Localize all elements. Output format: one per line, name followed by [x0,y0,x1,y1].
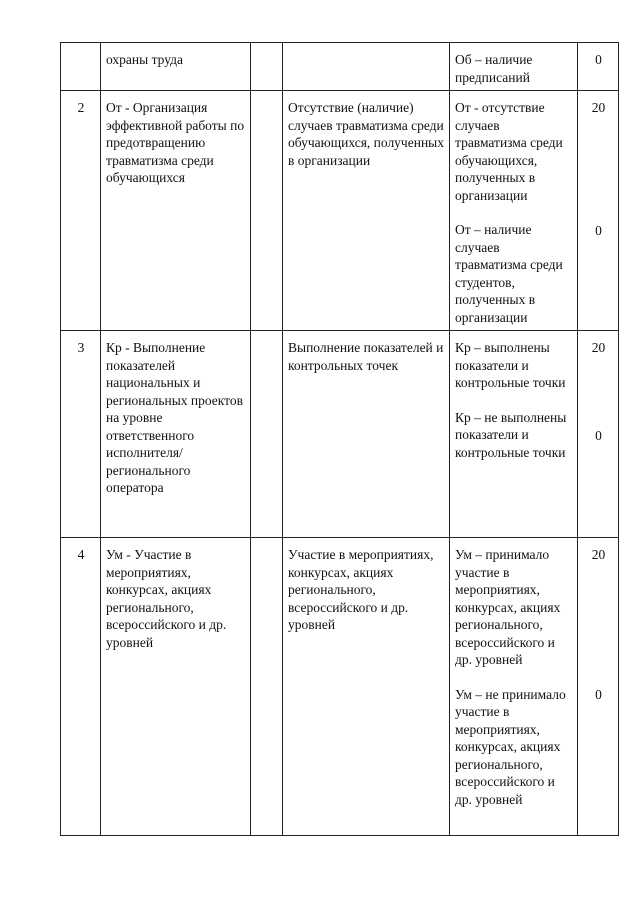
criteria-table [60,42,619,836]
empty-cell [251,331,283,538]
empty-cell [251,538,283,836]
description-cell [283,43,450,91]
criteria-cell [450,538,578,836]
row-number [61,43,101,91]
score-value: 20 [591,340,606,355]
criteria-cell [450,43,578,91]
table-row [61,331,619,538]
criteria-cell [450,331,578,538]
row-number: 3 [61,331,101,538]
criterion-text: Кр – выполнены показатели и контрольные точки [455,340,566,390]
indicator-cell: охраны труда [101,43,251,91]
description-cell: Участие в мероприятиях, конкурсах, акциях регионального, всероссийского и др. уровней [283,538,450,836]
table-row [61,43,619,91]
indicator-cell: От - Организация эффективной работы по предотвращению травматизма среди обучающихся [101,91,251,331]
criterion-text: Об – наличие предписаний [455,52,533,85]
criteria-cell [450,91,578,331]
indicator-cell: Ум - Участие в мероприятиях, конкурсах, акциях регионального, всероссийского и др. уровней [101,538,251,836]
score-value: 0 [595,222,602,238]
score-value: 0 [595,52,602,67]
score-cell [578,538,619,836]
score-value: 20 [591,100,606,115]
row-number: 4 [61,538,101,836]
indicator-cell: Кр - Выполнение показателей национальных и региональных проектов на уровне ответственного исполнителя/регионального оператора [101,331,251,538]
description-cell: Отсутствие (наличие) случаев травматизма среди обучающихся, полученных в организации [283,91,450,331]
empty-cell [251,91,283,331]
empty-cell [251,43,283,91]
score-value: 20 [591,547,606,562]
row-number: 2 [61,91,101,331]
table-row [61,538,619,836]
criterion-text: Кр – не выполнены показатели и контрольные точки [455,409,567,460]
criterion-text: От - отсутствие случаев травматизма среди обучающихся, полученных в организации [455,100,563,203]
score-cell [578,91,619,331]
criterion-text: От – наличие случаев травматизма среди студентов, полученных в организации [455,222,563,325]
criterion-text: Ум – принимало участие в мероприятиях, конкурсах, акциях регионального, всероссийского и др. уровней [455,547,561,667]
score-cell [578,43,619,91]
score-value: 0 [595,427,602,443]
criterion-text: Ум – не принимало участие в мероприятиях, конкурсах, акциях регионального, всероссийского и др. уровней [455,686,566,807]
score-cell [578,331,619,538]
description-cell: Выполнение показателей и контрольных точек [283,331,450,538]
score-value: 0 [595,686,602,702]
table-row [61,91,619,331]
